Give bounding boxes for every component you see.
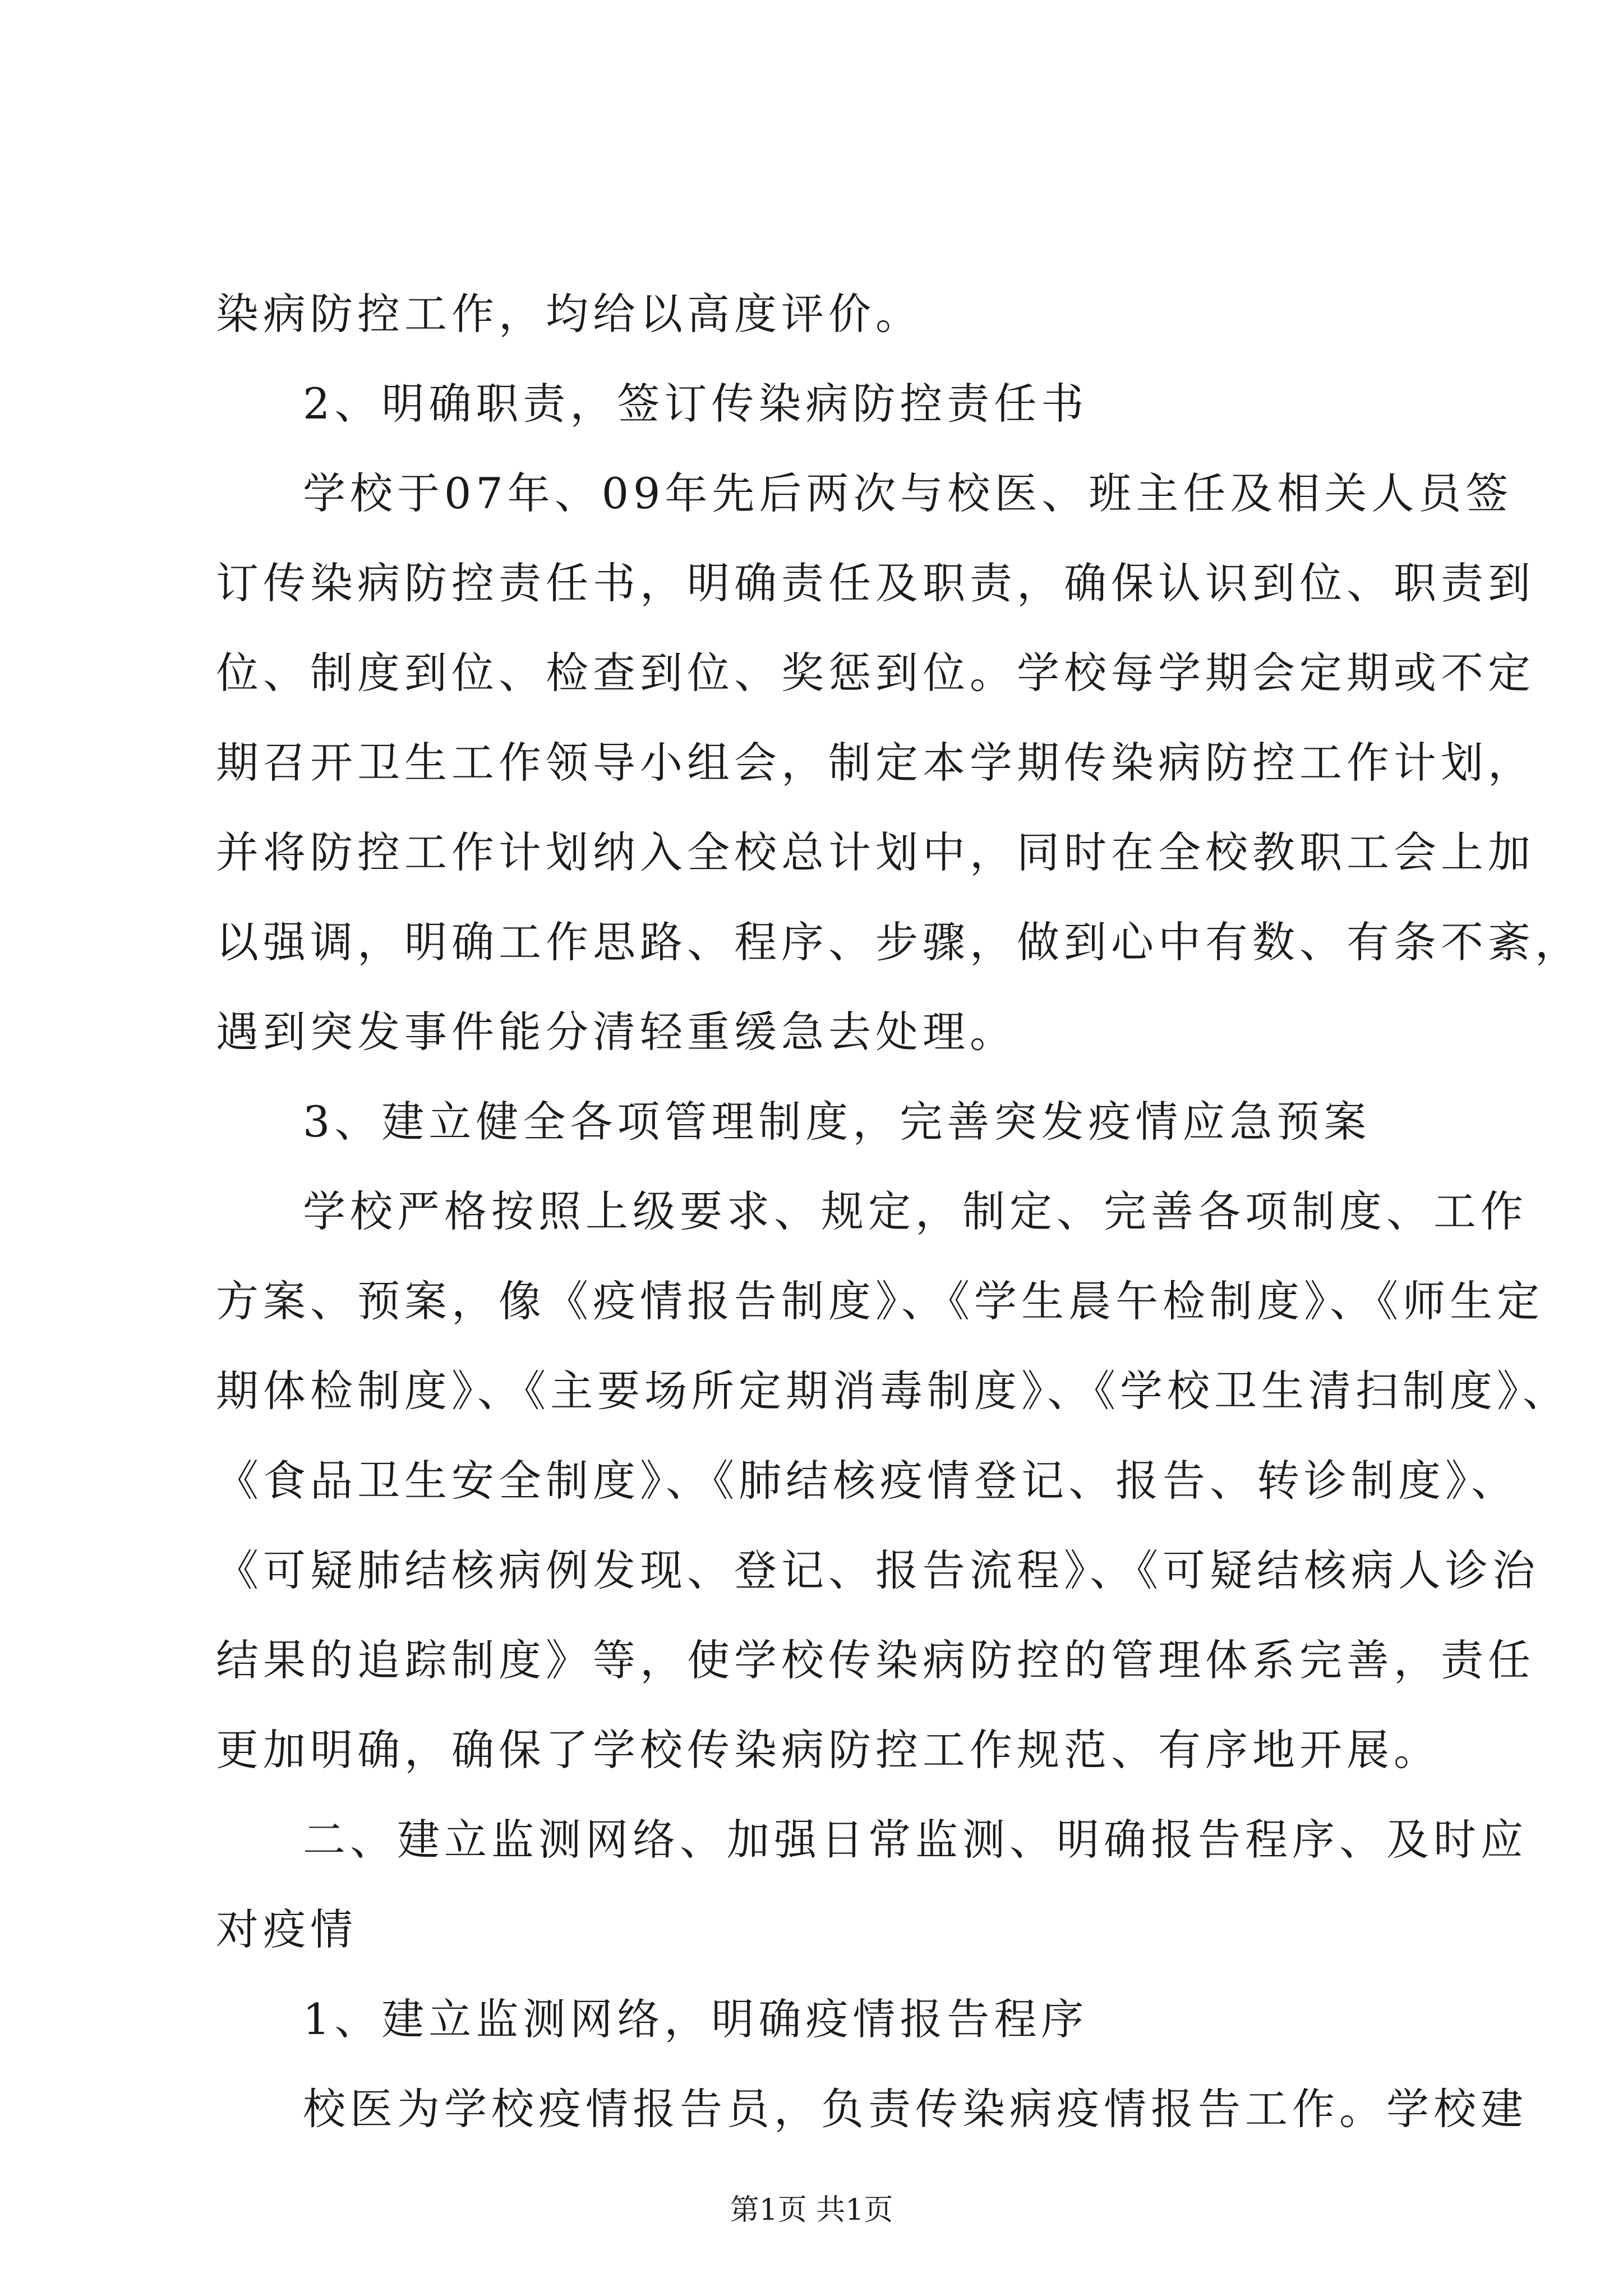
section-heading: 2、明确职责，签订传染病防控责任书 xyxy=(303,379,1089,429)
text-line: 《食品卫生安全制度》、《肺结核疫情登记、报告、转诊制度》、 xyxy=(216,1456,1518,1506)
text-line: 并将防控工作计划纳入全校总计划中，同时在全校教职工会上加 xyxy=(216,827,1535,877)
text-line: 更加明确，确保了学校传染病防控工作规范、有序地开展。 xyxy=(216,1725,1441,1775)
text-line: 结果的追踪制度》等，使学校传染病防控的管理体系完善，责任 xyxy=(216,1635,1535,1685)
text-line: 染病防控工作，均给以高度评价。 xyxy=(216,289,923,339)
section-heading: 二、建立监测网络、加强日常监测、明确报告程序、及时应 xyxy=(303,1815,1528,1865)
text-line: 校医为学校疫情报告员，负责传染病疫情报告工作。学校建 xyxy=(303,2084,1528,2134)
text-line: 订传染病防控责任书，明确责任及职责，确保认识到位、职责到 xyxy=(216,558,1535,608)
text-line: 方案、预案，像《疫情报告制度》、《学生晨午检制度》、《师生定 xyxy=(216,1276,1544,1326)
text-line: 学校于07年、09年先后两次与校医、班主任及相关人员签 xyxy=(303,468,1513,518)
page-footer: 第1页 共1页 xyxy=(730,2193,893,2227)
text-line: 以强调，明确工作思路、程序、步骤，做到心中有数、有条不紊， xyxy=(216,917,1582,967)
text-line: 学校严格按照上级要求、规定，制定、完善各项制度、工作 xyxy=(303,1186,1528,1236)
text-line: 《可疑肺结核病例发现、登记、报告流程》、《可疑结核病人诊治 xyxy=(216,1545,1539,1595)
section-heading: 对疫情 xyxy=(216,1904,357,1954)
section-heading: 3、建立健全各项管理制度，完善突发疫情应急预案 xyxy=(303,1097,1371,1147)
text-line: 遇到突发事件能分清轻重缓急去处理。 xyxy=(216,1007,1017,1057)
text-line: 位、制度到位、检查到位、奖惩到位。学校每学期会定期或不定 xyxy=(216,648,1535,698)
text-line: 期体检制度》、《主要场所定期消毒制度》、《学校卫生清扫制度》、 xyxy=(216,1366,1570,1416)
section-heading: 1、建立监测网络，明确疫情报告程序 xyxy=(303,1994,1089,2044)
text-line: 期召开卫生工作领导小组会，制定本学期传染病防控工作计划， xyxy=(216,738,1535,788)
